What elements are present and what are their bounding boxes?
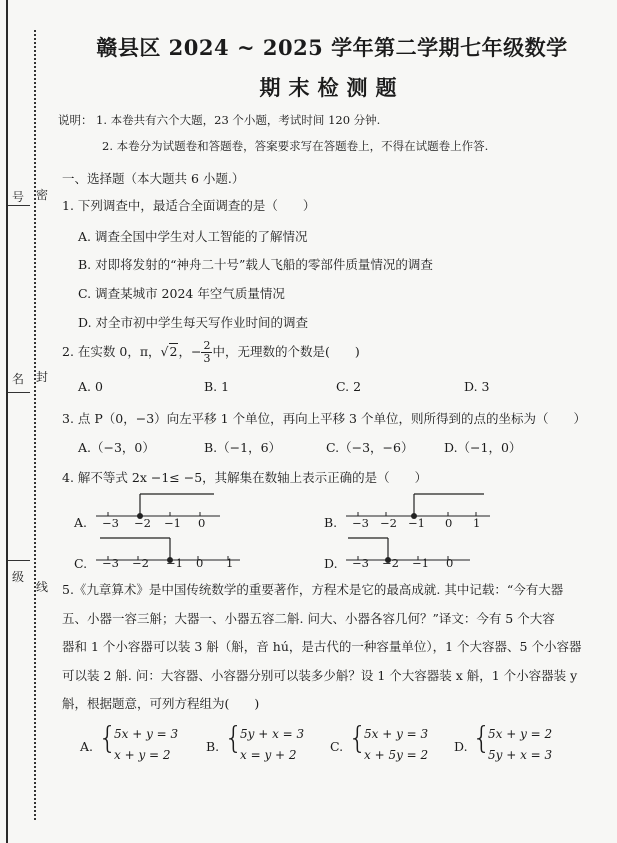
tick-label: −2 — [382, 556, 399, 570]
q2-frac-den: 3 — [203, 352, 211, 365]
q5-option-c-eq1: 5x + y = 3 — [364, 727, 429, 741]
tick-label: −2 — [134, 516, 151, 530]
tick-label: −1 — [412, 556, 429, 570]
tick-label: 0 — [445, 516, 453, 530]
q5-option-b-label: B. — [206, 739, 220, 754]
q2-option-c: C. 2 — [336, 379, 362, 394]
section-heading: 一、选择题（本大题共 6 小题.） — [62, 171, 245, 186]
q5-option-a-label: A. — [80, 739, 94, 754]
q4-stem: 4. 解不等式 2x −1≤ −5，其解集在数轴上表示正确的是（ ） — [62, 470, 428, 485]
notes-line-1: 1. 本卷共有六个大题，23 个小题，考试时间 120 分钟. — [96, 113, 381, 127]
exam-title: 赣县区 2024 ~ 2025 学年第二学期七年级数学 — [96, 35, 568, 60]
q2-sqrt-value: 2 — [169, 344, 178, 359]
q3-option-a: A.（−3，0） — [78, 440, 155, 455]
sqrt-sign: √ — [160, 344, 169, 359]
binding-label-number: 号 — [12, 190, 25, 204]
q2-option-d: D. 3 — [464, 379, 490, 394]
brace-icon: { — [348, 721, 368, 756]
binding-underline — [8, 392, 30, 393]
q1-option-d: D. 对全市初中学生每天写作业时间的调查 — [78, 315, 309, 330]
q5-option-c-label: C. — [330, 739, 344, 754]
tick-label: −1 — [408, 516, 425, 530]
notes-label: 说明： — [58, 113, 93, 127]
q5-line-2: 五、小器一容三斛；大器一、小器五容二斛. 问大、小器各容几何？”译文：今有 5 个大容 — [62, 611, 555, 626]
q5-line-3: 器和 1 个小容器可以装 3 斛（斛，音 hú，是古代的一种容量单位），1 个大容器、5 个小容器 — [62, 639, 582, 654]
brace-icon: { — [224, 721, 244, 756]
notes-line-2: 2. 本卷分为试题卷和答题卷，答案要求写在答题卷上，不得在试题卷上作答. — [102, 139, 489, 153]
tick-label: 1 — [226, 556, 234, 570]
binding-label-class: 级 — [12, 570, 25, 584]
q5-option-d-eq2: 5y + x = 3 — [488, 748, 553, 762]
tick-label: −2 — [380, 516, 397, 530]
exam-subtitle: 期末检测题 — [259, 75, 405, 100]
q2-option-b: B. 1 — [204, 379, 230, 394]
q5-line-4: 可以装 2 斛. 问：大容器、小容器分别可以装多少斛？设 1 个大容器装 x 斛，1 个小容器装 y — [62, 668, 578, 683]
tick-label: 0 — [196, 556, 204, 570]
binding-edge-line — [6, 0, 8, 843]
binding-seal-mi: 密 — [36, 188, 49, 202]
binding-margin — [0, 0, 49, 843]
q5-line-1: 5.《九章算术》是中国传统数学的重要著作，方程术是它的最高成就. 其中记载：“今有大器 — [62, 582, 564, 597]
q2-fraction — [201, 340, 212, 365]
q5-option-b-eq1: 5y + x = 3 — [240, 727, 305, 741]
tick-label: −3 — [352, 516, 369, 530]
q1-option-b: B. 对即将发射的“神舟二十号”载人飞船的零部件质量情况的调查 — [78, 257, 433, 272]
q2-stem — [62, 340, 360, 365]
q5-option-b-eq2: x = y + 2 — [240, 748, 297, 762]
q5-line-5: 斛，根据题意，可列方程组为( ) — [62, 696, 260, 711]
tick-label: 0 — [198, 516, 206, 530]
tick-label: −3 — [352, 556, 369, 570]
q3-option-b: B.（−1，6） — [204, 440, 282, 455]
q2-stem-suffix: 中，无理数的个数是( ) — [212, 344, 360, 359]
tick-label: −3 — [102, 516, 119, 530]
q5-option-a-eq1: 5x + y = 3 — [114, 727, 179, 741]
binding-label-name: 名 — [12, 372, 25, 386]
binding-underline — [8, 205, 30, 206]
q4-label-c: C. — [74, 556, 88, 571]
q1-option-a: A. 调查全国中学生对人工智能的了解情况 — [78, 229, 308, 244]
tick-label: −3 — [102, 556, 119, 570]
q2-option-a: A. 0 — [78, 379, 103, 394]
q5-option-c-eq2: x + 5y = 2 — [364, 748, 429, 762]
q5-option-d-eq1: 5x + y = 2 — [488, 727, 553, 741]
q4-label-a: A. — [74, 515, 88, 530]
tick-label: 1 — [473, 516, 481, 530]
brace-icon: { — [98, 721, 118, 756]
q4-label-d: D. — [324, 556, 338, 571]
tick-label: −1 — [166, 556, 183, 570]
brace-icon: { — [472, 721, 492, 756]
q3-stem: 3. 点 P（0，−3）向左平移 1 个单位，再向上平移 3 个单位，则所得到的点的坐标为（ ） — [62, 411, 586, 426]
q2-minus: ，− — [178, 344, 202, 359]
q1-stem: 1. 下列调查中，最适合全面调查的是（ ） — [62, 198, 316, 213]
q5-option-d-label: D. — [454, 739, 468, 754]
tick-label: −1 — [164, 516, 181, 530]
q2-stem-prefix: 2. 在实数 0，π， — [62, 344, 161, 359]
tick-label: 0 — [446, 556, 454, 570]
q3-option-c: C.（−3，−6） — [326, 440, 414, 455]
binding-seal-xian: 线 — [36, 580, 49, 594]
q2-frac-num: 2 — [203, 339, 211, 352]
q5-option-a-eq2: x + y = 2 — [114, 748, 171, 762]
binding-seal-feng: 封 — [36, 370, 49, 384]
q1-option-c: C. 调查某城市 2024 年空气质量情况 — [78, 286, 285, 301]
q4-label-b: B. — [324, 515, 338, 530]
q3-option-d: D.（−1，0） — [444, 440, 522, 455]
binding-underline — [8, 560, 30, 561]
binding-dotted-line — [34, 30, 36, 820]
tick-label: −2 — [132, 556, 149, 570]
